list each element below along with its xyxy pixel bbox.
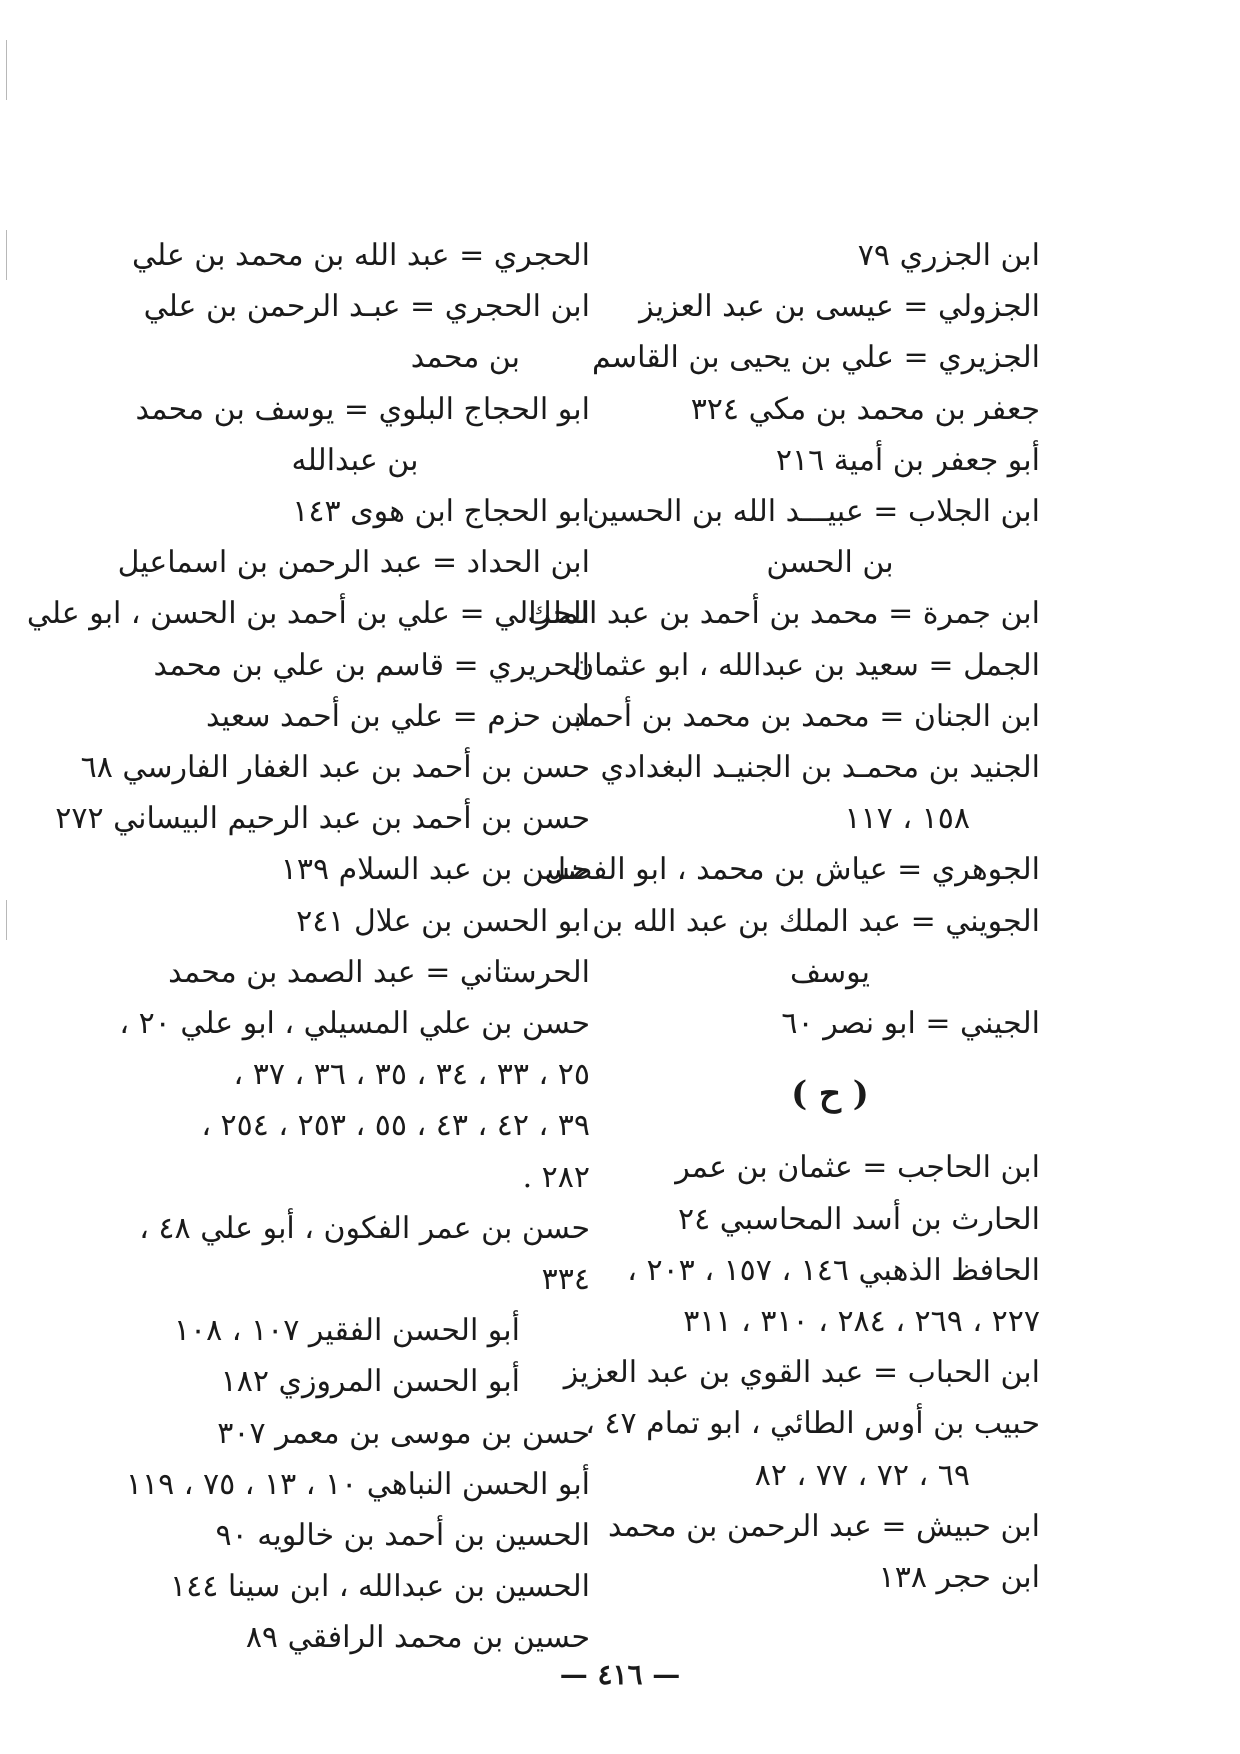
index-entry: بن عبدالله [291,442,419,478]
index-entry: ابن حبيش = عبد الرحمن بن محمد [608,1508,1040,1544]
index-entry: حبيب بن أوس الطائي ، ابو تمام ٤٧ ، [585,1406,1040,1442]
scan-edge-mark [6,40,7,100]
scan-edge-mark [6,900,7,940]
index-entry: حسين بن محمد الرافقي ٨٩ [245,1620,590,1656]
section-letter-ha: ( ح ) [791,1074,869,1115]
index-entry: ابن حجر ١٣٨ [878,1560,1040,1596]
index-entry: حسن بن علي المسيلي ، ابو علي ٢٠ ، [119,1006,590,1042]
index-entry: ٣٩ ، ٤٢ ، ٤٣ ، ٥٥ ، ٢٥٣ ، ٢٥٤ ، [201,1108,590,1144]
index-entry: الجزيري = علي بن يحيى بن القاسم [591,340,1040,376]
index-entry: ابن الجنان = محمد بن محمد بن أحمد [572,698,1040,734]
entries-ha-continued [26,230,590,1664]
index-entry: أبو الحسن الفقير ١٠٧ ، ١٠٨ [173,1313,520,1349]
index-entry: ابو الحسن بن علال ٢٤١ [296,903,590,939]
index-entry: الحسين بن أحمد بن خالويه ٩٠ [215,1518,590,1554]
index-entry: ٢٢٧ ، ٢٦٩ ، ٢٨٤ ، ٣١٠ ، ٣١١ [683,1304,1040,1340]
index-entry: الجمل = سعيد بن عبدالله ، ابو عثمان [572,647,1040,683]
index-entry: حسن بن موسى بن معمر ٣٠٧ [217,1415,590,1451]
index-entry: ٢٨٢ . [522,1159,590,1195]
index-entry: ابن جمرة = محمد بن أحمد بن عبد الملك [527,596,1040,632]
index-entry: حسن بن عمر الفكون ، أبو علي ٤٨ ، [139,1210,590,1246]
index-entry: ابن الحداد = عبد الرحمن بن اسماعيل [117,545,590,581]
index-entry: حسن بن أحمد بن عبد الرحيم البيساني ٢٧٢ [55,801,590,837]
index-entry: بن محمد [410,340,520,376]
index-entry: ابن الحجري = عبـد الرحمن بن علي [143,289,590,325]
index-entry: ٣٣٤ [541,1262,590,1298]
index-entry: الحرالي = علي بن أحمد بن الحسن ، ابو علي [26,596,590,632]
index-entry: الجنيد بن محمـد بن الجنيـد البغدادي [600,750,1040,786]
index-entry: حسن بن أحمد بن عبد الغفار الفارسي ٦٨ [80,750,590,786]
index-entry: ابن الجزري ٧٩ [857,238,1040,273]
index-entry: ٦٩ ، ٧٢ ، ٧٧ ، ٨٢ [754,1457,970,1493]
index-entry: الجزولي = عيسى بن عبد العزيز [639,289,1040,325]
index-entry: أبو الحسن المروزي ١٨٢ [220,1364,520,1400]
page-number: — ٤١٦ — [559,1658,681,1691]
index-entry: جعفر بن محمد بن مكي ٣٢٤ [690,391,1040,427]
index-entry: الحسين بن عبدالله ، ابن سينا ١٤٤ [169,1569,590,1605]
index-entry: الحافظ الذهبي ١٤٦ ، ١٥٧ ، ٢٠٣ ، [627,1252,1040,1288]
index-entry: الحرستاني = عبد الصمد بن محمد [168,954,590,990]
index-entry: ١٥٨ ، ١١٧ [844,801,970,837]
index-entry: ٢٥ ، ٣٣ ، ٣٤ ، ٣٥ ، ٣٦ ، ٣٧ ، [233,1057,590,1093]
index-entry: الجوهري = عياش بن محمد ، ابو الفضل [544,852,1040,888]
index-entry: ابو الحجاج البلوي = يوسف بن محمد [135,391,590,427]
index-entry: ابو الحجاج ابن هوى ١٤٣ [292,494,590,530]
index-entry: أبو الحسن النباهي ١٠ ، ١٣ ، ٧٥ ، ١١٩ [125,1466,590,1502]
index-column-left [26,230,590,1664]
entries-jim [527,230,1040,1049]
index-entry: يوسف [789,954,871,990]
index-entry: الجويني = عبد الملك بن عبد الله بن [592,903,1040,939]
index-entry: الحارث بن أسد المحاسبي ٢٤ [677,1201,1040,1237]
index-entry: ابن الحباب = عبد القوي بن عبد العزيز [563,1355,1040,1391]
index-entry: أبو جعفر بن أمية ٢١٦ [775,442,1040,478]
index-entry: بن الحسن [766,545,894,581]
index-entry: ابن حزم = علي بن أحمد سعيد [206,698,590,734]
index-entry: حسن بن عبد السلام ١٣٩ [280,852,590,888]
scan-edge-mark [6,230,7,280]
index-entry: الجيني = ابو نصر ٦٠ [781,1006,1040,1042]
index-entry: الحجري = عبد الله بن محمد بن علي [131,238,590,273]
index-entry: الحريري = قاسم بن علي بن محمد [153,647,590,683]
index-entry: ابن الحاجب = عثمان بن عمر [675,1150,1040,1186]
index-entry: ابن الجلاب = عبيـــد الله بن الحسين [586,494,1040,530]
